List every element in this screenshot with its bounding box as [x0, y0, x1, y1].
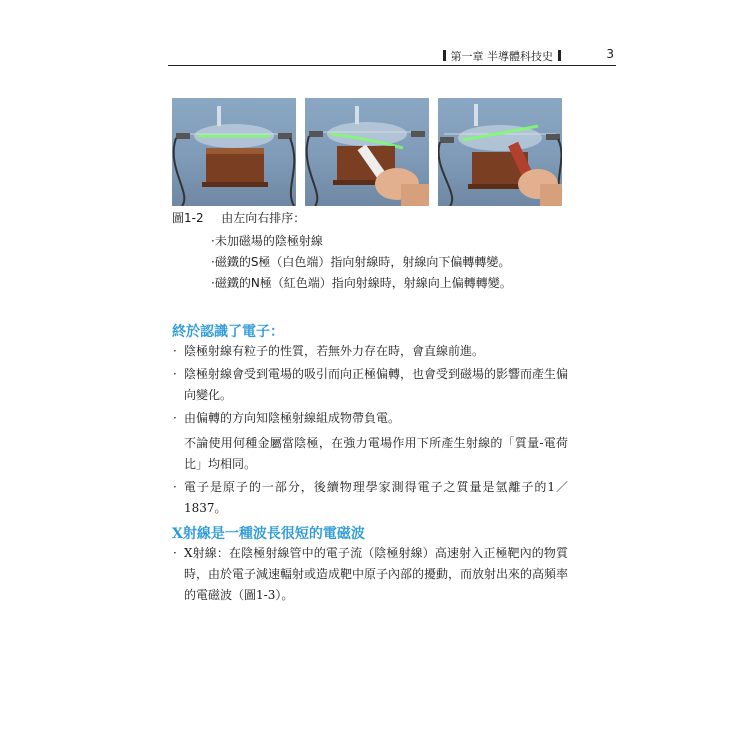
section-body-list: [172, 543, 568, 608]
list-item-text: 陰極射線會受到電場的吸引而向正極偏轉，也會受到磁場的影響而產生偏向變化。: [184, 367, 569, 402]
cathode-ray-tube-photo-white-magnet: [305, 98, 429, 206]
caption-item: ·磁鐵的N極（紅色端）指向射線時，射線向上偏轉轉變。: [211, 276, 512, 290]
caption-item: ·磁鐵的S極（白色端）指向射線時，射線向下偏轉轉變。: [211, 255, 511, 269]
list-item-text: 陰極射線有粒子的性質，若無外力存在時，會直線前進。: [184, 344, 485, 358]
header-bar-left: [443, 50, 446, 61]
caption-item: ·未加磁場的陰極射線: [211, 234, 323, 248]
section-title: 終於認識了電子：: [172, 324, 284, 340]
caption-text: 由左向右排序：: [221, 211, 306, 225]
figure-caption: [172, 209, 305, 226]
running-header: [168, 46, 616, 66]
list-item: [172, 341, 568, 362]
section-body-list: [172, 341, 568, 521]
list-item: [172, 543, 568, 606]
chapter-title: [438, 48, 567, 64]
list-item-text: 電子是原子的一部分，後續物理學家測得電子之質量是氫離子的1／1837。: [184, 480, 568, 515]
list-item-text: X射線：在陰極射線管中的電子流（陰極射線）高速射入正極靶內的物質時，由於電子減速輻射或造成靶中原子內部的擾動，而放射出來的高頻率的電磁波（圖1-3）。: [184, 546, 569, 602]
section-title: X射線是一種波長很短的電磁波: [172, 526, 365, 542]
chapter-title-text: 第一章 半導體科技史: [450, 50, 553, 63]
caption-label: 圖1-2: [172, 211, 204, 225]
cathode-ray-tube-photo-red-magnet: [438, 98, 562, 206]
list-item: [172, 408, 568, 475]
header-bar-right: [558, 50, 561, 61]
list-item-continuation: 不論使用何種金屬當陰極，在強力電場作用下所產生射線的「質量-電荷比」均相同。: [184, 436, 568, 471]
caption-items: [211, 231, 512, 294]
header-rule: [168, 65, 616, 66]
list-item: [172, 477, 568, 519]
list-item: [172, 364, 568, 406]
cathode-ray-tube-photo: [172, 98, 296, 206]
page-number: 3: [606, 47, 614, 61]
list-item-text: 由偏轉的方向知陰極射線組成物帶負電。: [184, 411, 401, 425]
